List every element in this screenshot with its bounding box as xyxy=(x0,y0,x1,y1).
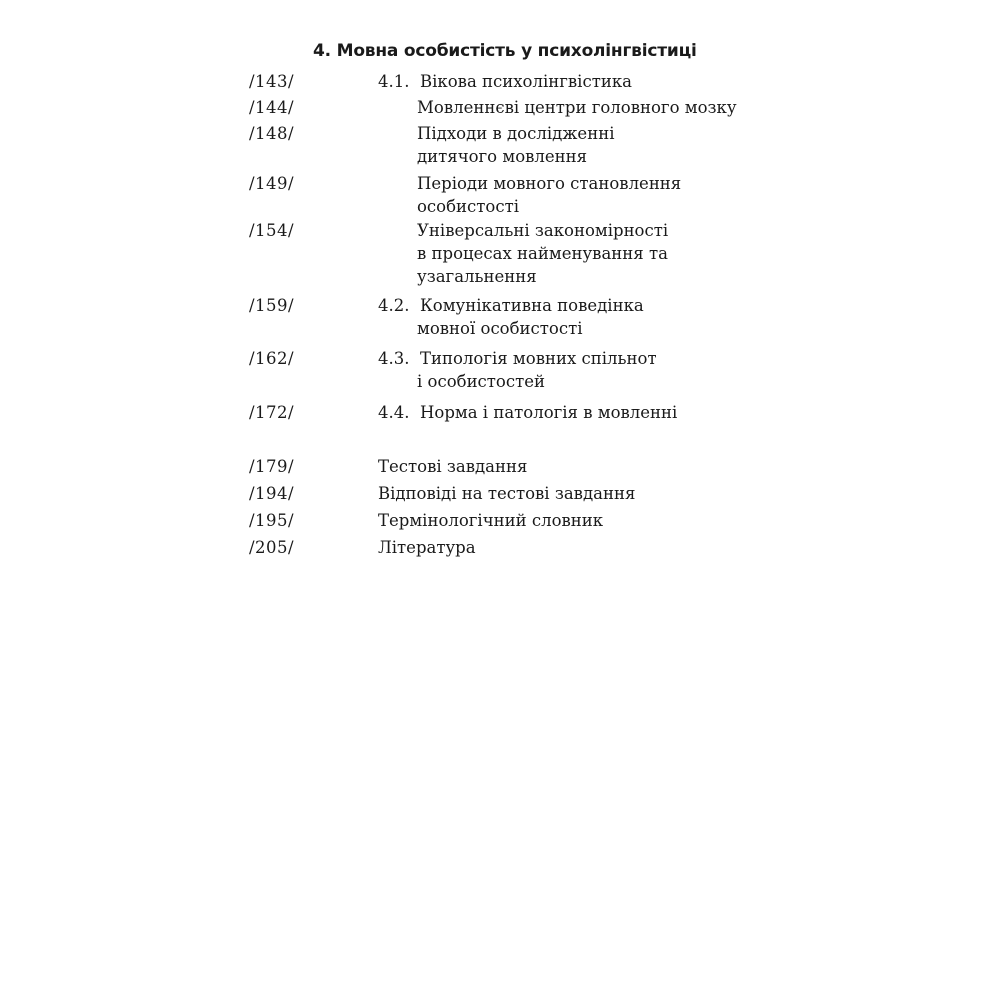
toc-section-number: 4.3. xyxy=(378,349,410,368)
toc-title-line: Підходи в дослідженні xyxy=(417,124,615,143)
chapter-title: 4. Мовна особистість у психолінгвістиці xyxy=(313,41,697,61)
toc-page-number: /154/ xyxy=(249,221,295,240)
toc-entry-title xyxy=(417,122,614,168)
toc-page-number: /144/ xyxy=(249,98,295,117)
toc-title-line: Література xyxy=(378,538,476,557)
toc-title-line: Тестові завдання xyxy=(378,457,528,476)
toc-entry-title xyxy=(420,401,677,424)
toc-entry-title xyxy=(417,294,644,340)
toc-title-line: в процесах найменування та xyxy=(417,244,668,263)
toc-title-line: мовної особистості xyxy=(417,319,583,338)
toc-section-number: 4.2. xyxy=(378,296,410,315)
toc-entry-title xyxy=(417,172,681,218)
toc-page-number: /172/ xyxy=(249,403,295,422)
toc-page-number: /149/ xyxy=(249,174,295,193)
toc-entry-title xyxy=(420,70,632,93)
toc-title-line: Комунікативна поведінка xyxy=(420,296,644,315)
toc-section-number: 4.4. xyxy=(378,403,410,422)
toc-page-number: /195/ xyxy=(249,511,295,530)
toc-entry-title xyxy=(417,347,657,393)
toc-title-line: дитячого мовлення xyxy=(417,147,588,166)
toc-entry-title xyxy=(378,536,476,559)
toc-title-line: Термінологічний словник xyxy=(378,511,604,530)
toc-page-number: /148/ xyxy=(249,124,295,143)
toc-title-line: і особистостей xyxy=(417,372,545,391)
toc-page-number: /159/ xyxy=(249,296,295,315)
toc-title-line: особистості xyxy=(417,197,519,216)
toc-page-number: /205/ xyxy=(249,538,295,557)
toc-title-line: Норма і патологія в мовленні xyxy=(420,403,678,422)
toc-title-line: Мовленнєві центри головного мозку xyxy=(417,98,737,117)
toc-title-line: Вікова психолінгвістика xyxy=(420,72,632,91)
toc-title-line: Типологія мовних спільнот xyxy=(420,349,657,368)
toc-page-number: /179/ xyxy=(249,457,295,476)
toc-section-number: 4.1. xyxy=(378,72,410,91)
toc-title-line: Універсальні закономірності xyxy=(417,221,669,240)
toc-title-line: Відповіді на тестові завдання xyxy=(378,484,636,503)
toc-entry-title xyxy=(378,482,635,505)
toc-page-number: /162/ xyxy=(249,349,295,368)
toc-entry-title xyxy=(378,455,527,478)
toc-title-line: Періоди мовного становлення xyxy=(417,174,682,193)
toc-entry-title xyxy=(417,96,737,119)
toc-title-line: узагальнення xyxy=(417,267,537,286)
toc-entry-title xyxy=(417,219,668,288)
toc-page-number: /143/ xyxy=(249,72,295,91)
toc-entry-title xyxy=(378,509,603,532)
toc-page-number: /194/ xyxy=(249,484,295,503)
